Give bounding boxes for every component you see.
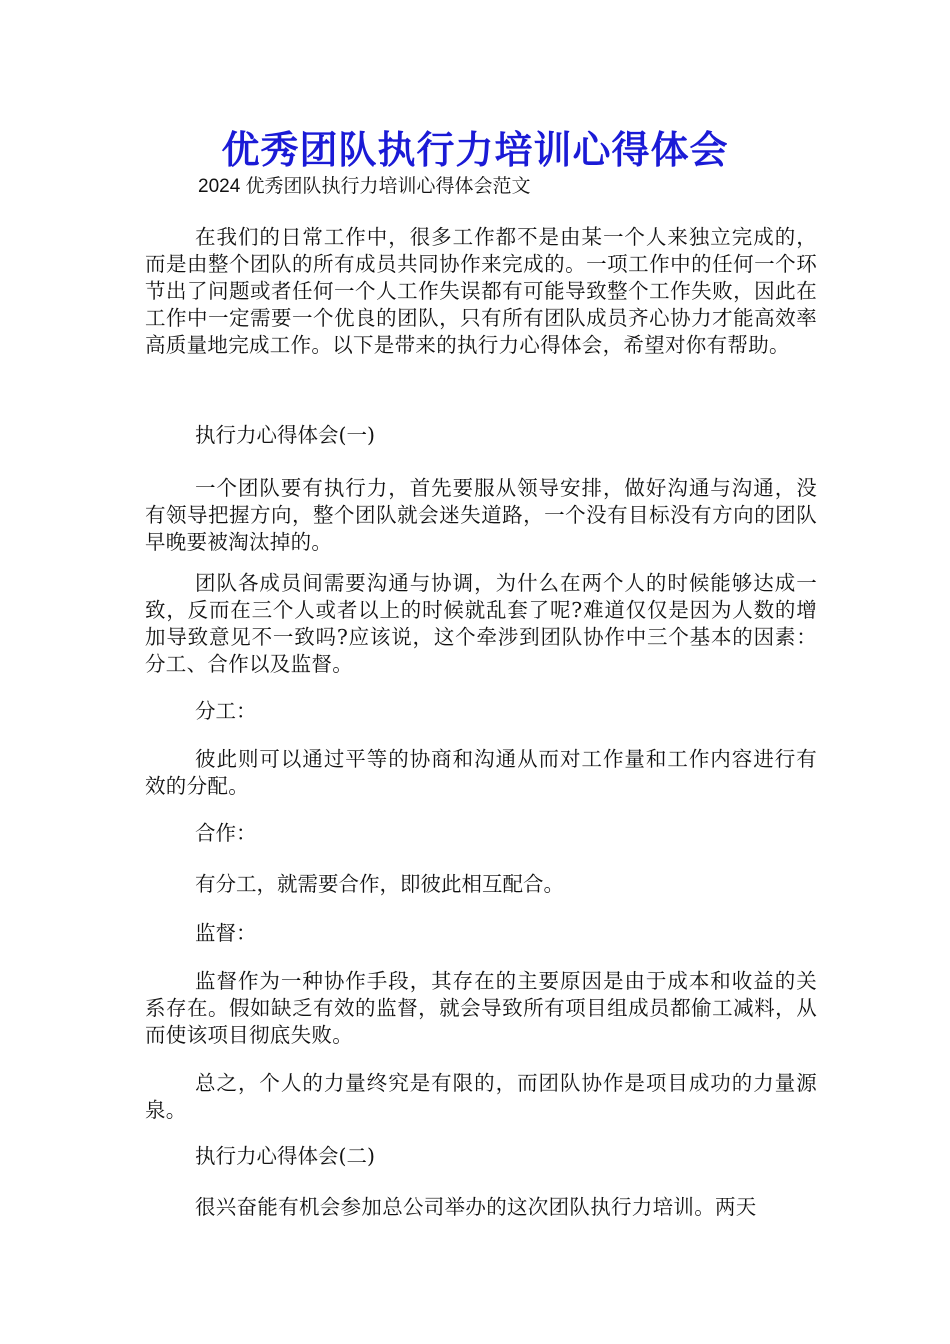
paragraph-division: 彼此则可以通过平等的协商和沟通从而对工作量和工作内容进行有效的分配。 xyxy=(145,747,817,798)
paragraph-summary: 总之，个人的力量终究是有限的，而团队协作是项目成功的力量源泉。 xyxy=(145,1071,817,1122)
label-cooperation: 合作： xyxy=(195,821,257,845)
document-subtitle: 2024 优秀团队执行力培训心得体会范文 xyxy=(198,176,531,197)
paragraph-supervision: 监督作为一种协作手段，其存在的主要原因是由于成本和收益的关系存在。假如缺乏有效的监督，就会导致所有项目组成员都偷工减料，从而使该项目彻底失败。 xyxy=(145,969,817,1047)
paragraph-1: 一个团队要有执行力，首先要服从领导安排，做好沟通与沟通，没有领导把握方向，整个团队就会迷失道路，一个没有目标没有方向的团队早晚要被淘汰掉的。 xyxy=(145,476,817,554)
label-supervision: 监督： xyxy=(195,921,257,945)
paragraph-cooperation: 有分工，就需要合作，即彼此相互配合。 xyxy=(195,872,564,896)
paragraph-2: 团队各成员间需要沟通与协调，为什么在两个人的时候能够达成一致，反而在三个人或者以上的时候就乱套了呢?难道仅仅是因为人数的增加导致意见不一致吗?应该说，这个牵涉到团队协作中三个基本的因素：分工、合作以及监督。 xyxy=(145,571,817,676)
intro-paragraph: 在我们的日常工作中，很多工作都不是由某一个人来独立完成的，而是由整个团队的所有成员共同协作来完成的。一项工作中的任何一个环节出了问题或者任何一个人工作失误都有可能导致整个工作失败，因此在工作中一定需要一个优良的团队，只有所有团队成员齐心协力才能高效率高质量地完成工作。以下是带来的执行力心得体会，希望对你有帮助。 xyxy=(145,225,817,357)
label-division: 分工： xyxy=(195,699,257,723)
paragraph-section-2: 很兴奋能有机会参加总公司举办的这次团队执行力培训。两天 xyxy=(195,1195,757,1219)
section-heading-1: 执行力心得体会(一) xyxy=(195,423,375,447)
document-title: 优秀团队执行力培训心得体会 xyxy=(221,127,729,172)
section-heading-2: 执行力心得体会(二) xyxy=(195,1144,375,1168)
